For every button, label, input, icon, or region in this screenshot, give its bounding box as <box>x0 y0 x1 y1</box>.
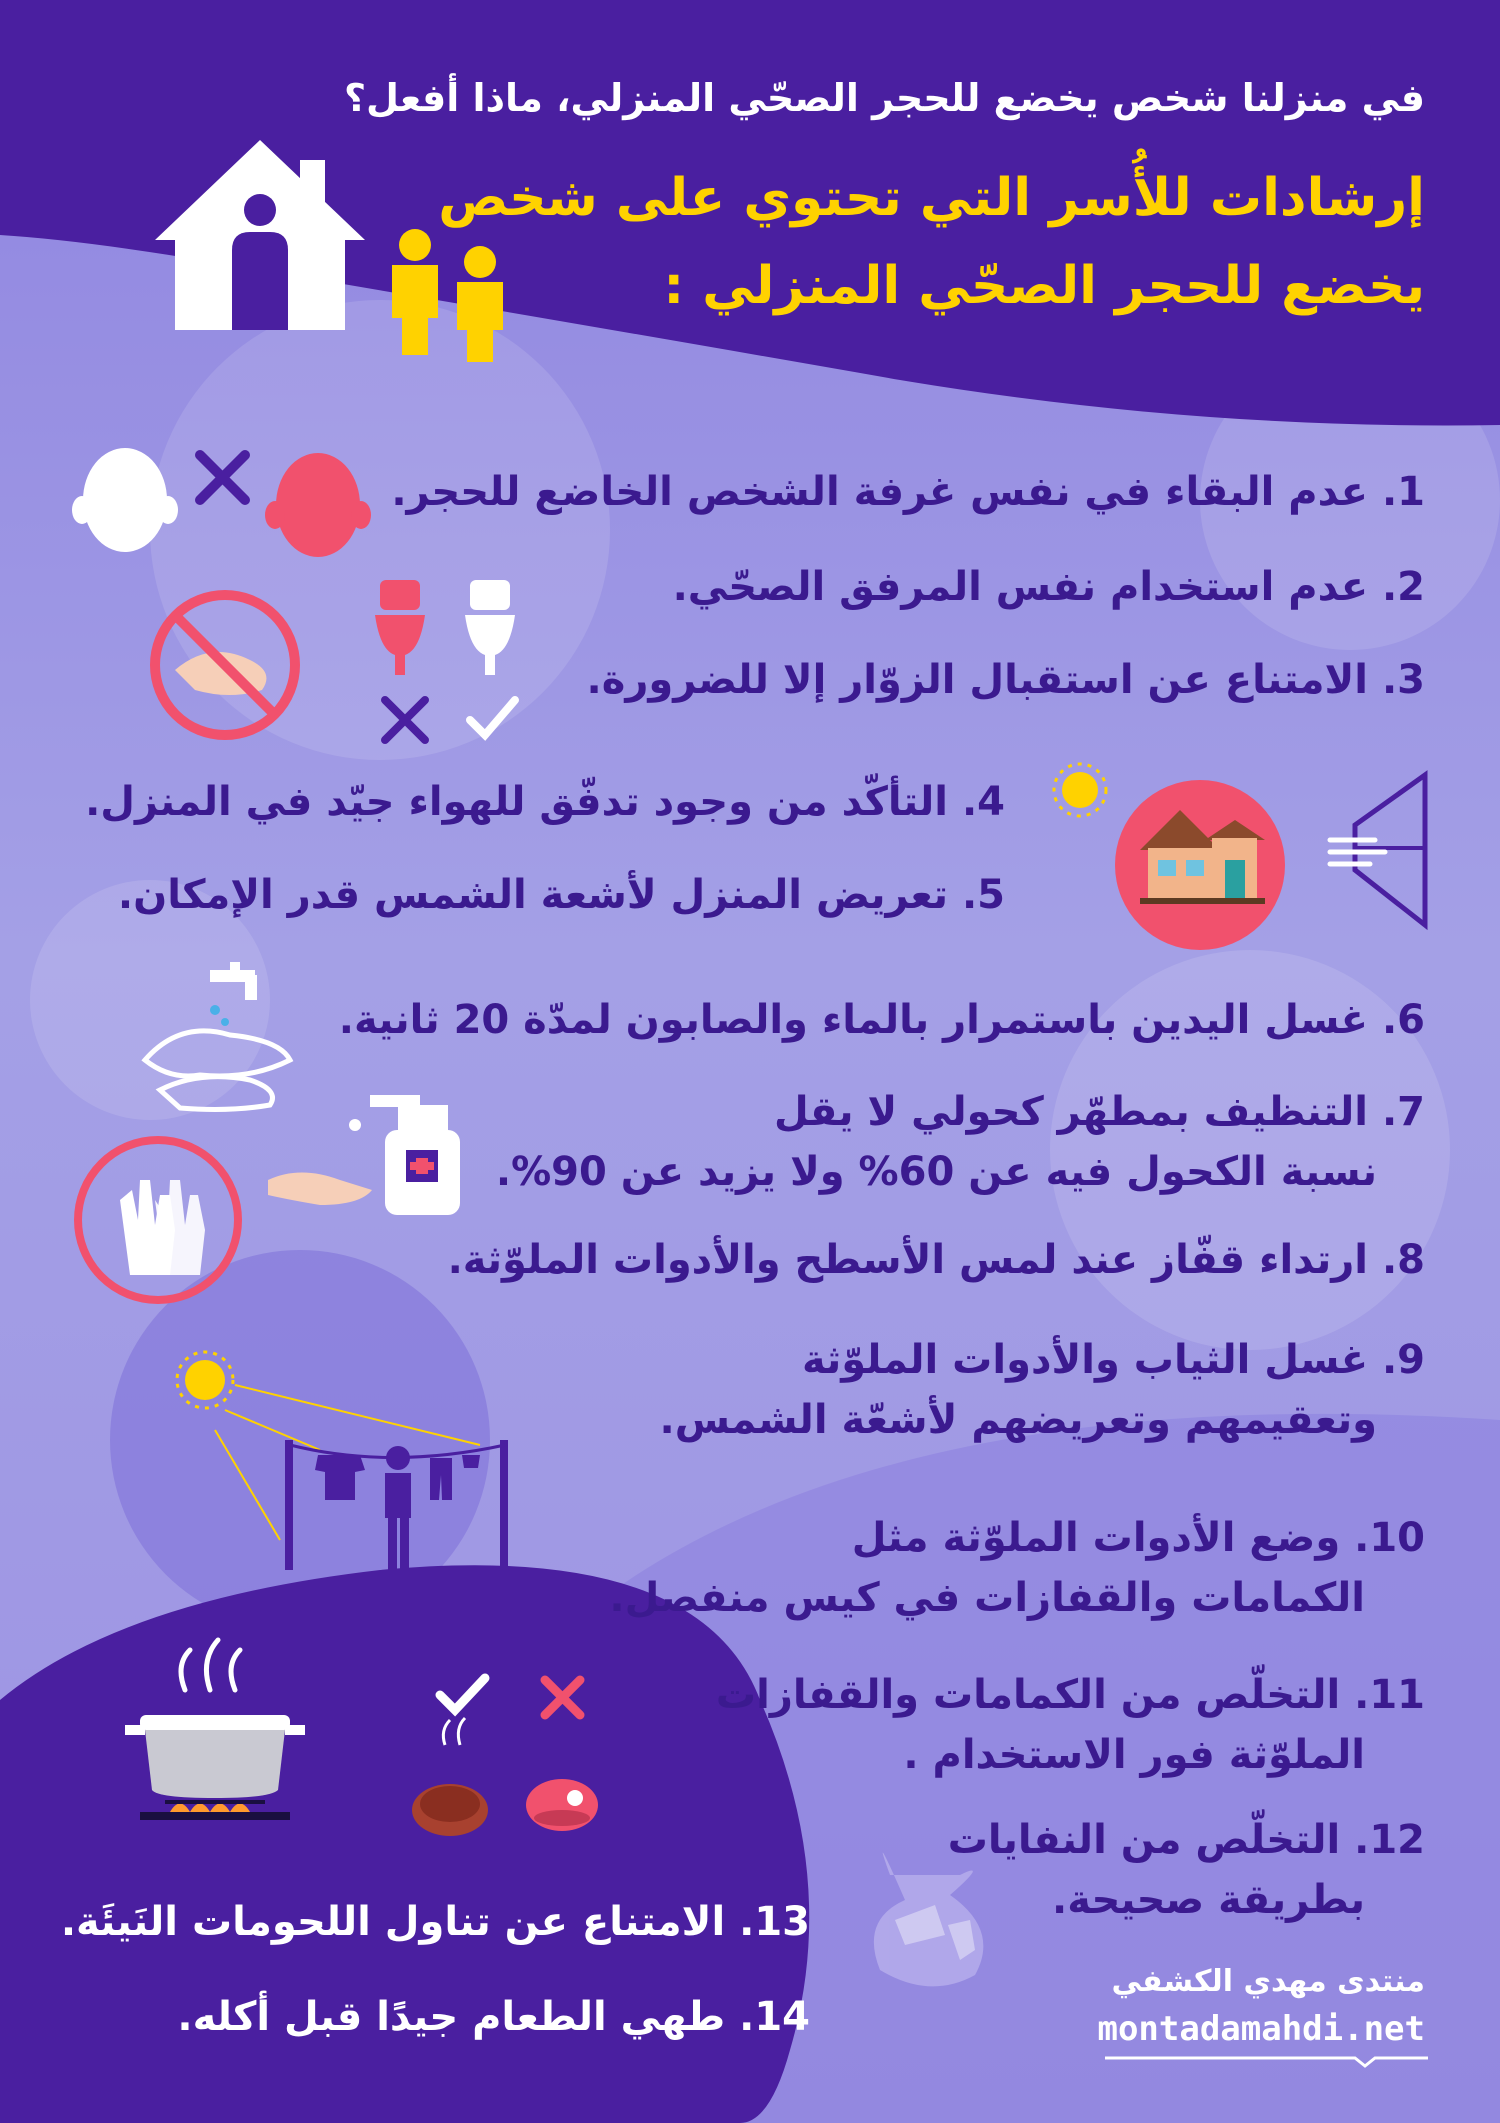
item-text: نسبة الكحول فيه عن 60% ولا يزيد عن 90%. <box>495 1149 1377 1195</box>
item-text: الامتناع عن استقبال الزوّار إلا للضرورة. <box>586 657 1369 703</box>
item-number: 4. <box>961 779 1005 825</box>
sun-icon <box>1054 764 1106 816</box>
no-handshake-icon <box>155 595 295 735</box>
item-text: الملوّثة فور الاستخدام . <box>903 1732 1365 1778</box>
list-item <box>496 1082 1425 1202</box>
hand-wash-icon <box>145 962 290 1109</box>
header-question: في منزلنا شخص يخضع للحجر الصحّي المنزلي، ماذا أفعل؟ <box>343 76 1425 120</box>
list-item <box>673 557 1425 617</box>
item-text: عدم البقاء في نفس غرفة الشخص الخاضع للحجر. <box>391 469 1369 515</box>
item-number: 9. <box>1381 1337 1425 1383</box>
item-number: 14. <box>739 1994 810 2040</box>
list-item <box>660 1330 1425 1450</box>
header-title-line2: يخضع للحجر الصحّي المنزلي : <box>663 256 1425 316</box>
item-text: الامتناع عن تناول اللحومات النَيئَة. <box>60 1899 726 1945</box>
item-text: تعريض المنزل لأشعة الشمس قدر الإمكان. <box>117 872 949 918</box>
item-number: 7. <box>1381 1089 1425 1135</box>
item-text: غسل اليدين باستمرار بالماء والصابون لمدّة 20 ثانية. <box>338 997 1369 1043</box>
item-number: 2. <box>1381 564 1425 610</box>
item-text: التأكّد من وجود تدفّق للهواء جيّد في المنزل. <box>85 779 949 825</box>
list-item <box>948 1810 1425 1930</box>
item-number: 3. <box>1381 657 1425 703</box>
item-number: 1. <box>1381 469 1425 515</box>
item-text: وتعقيمهم وتعريضهم لأشعّة الشمس. <box>659 1397 1377 1443</box>
list-item <box>391 462 1425 522</box>
item-number: 6. <box>1381 997 1425 1043</box>
list-item <box>716 1665 1425 1785</box>
footer-website[interactable]: montadamahdi.net <box>1097 2009 1425 2049</box>
toilet-icon <box>375 580 515 740</box>
item-number: 5. <box>961 872 1005 918</box>
sanitizer-icon <box>268 1095 460 1215</box>
list-item <box>339 990 1425 1050</box>
heads-icon <box>72 448 371 557</box>
item-text: وضع الأدوات الملوّثة مثل <box>851 1515 1341 1561</box>
cooking-pot-icon <box>125 1640 305 1820</box>
home-icon <box>1115 780 1285 950</box>
list-item <box>177 1987 810 2047</box>
item-text: الكمامات والقفازات في كيس منفصل. <box>609 1575 1365 1621</box>
item-text: بطريقة صحيحة. <box>1052 1877 1365 1923</box>
item-number: 8. <box>1381 1237 1425 1283</box>
item-text: التخلّص من النفايات <box>947 1817 1341 1863</box>
item-text: ارتداء قفّاز عند لمس الأسطح والأدوات الملوّثة. <box>447 1237 1369 1283</box>
item-number: 11. <box>1354 1672 1425 1718</box>
item-number: 10. <box>1354 1515 1425 1561</box>
window-wind-icon <box>1330 775 1425 925</box>
meat-icon <box>412 1678 598 1836</box>
item-number: 13. <box>739 1899 810 1945</box>
item-text: عدم استخدام نفس المرفق الصحّي. <box>672 564 1369 610</box>
list-item <box>118 865 1005 925</box>
header-title-line1: إرشادات للأُسر التي تحتوي على شخص <box>438 168 1425 228</box>
item-text: غسل الثياب والأدوات الملوّثة <box>802 1337 1369 1383</box>
item-text: التنظيف بمطهّر كحولي لا يقل <box>773 1089 1369 1135</box>
list-item <box>61 1892 810 1952</box>
item-text: طهي الطعام جيدًا قبل أكله. <box>177 1994 726 2040</box>
laundry-icon <box>177 1352 508 1570</box>
list-item <box>448 1230 1425 1290</box>
footer-org-name: منتدى مهدي الكشفي <box>1111 1964 1425 1999</box>
item-text: التخلّص من الكمامات والقفازات <box>715 1672 1341 1718</box>
item-number: 12. <box>1354 1817 1425 1863</box>
list-item <box>85 772 1005 832</box>
list-item <box>587 650 1425 710</box>
gloves-icon <box>78 1140 238 1300</box>
list-item <box>609 1508 1425 1628</box>
